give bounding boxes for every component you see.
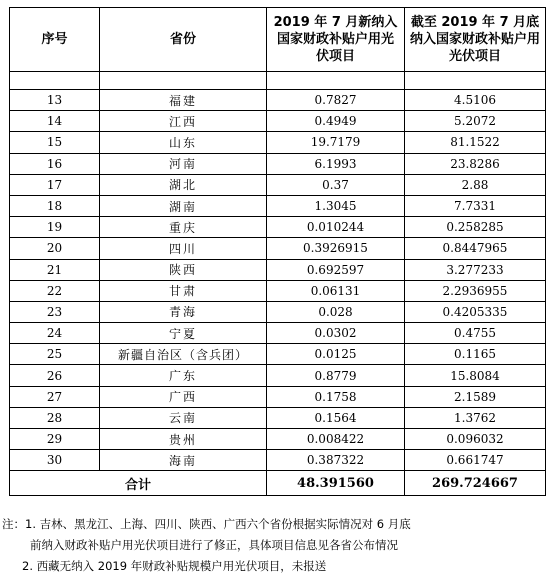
new-value-cell: 0.4949 bbox=[267, 111, 405, 132]
new-value-cell: 1.3045 bbox=[267, 195, 405, 216]
province-cell: 山东 bbox=[100, 132, 267, 153]
table-row bbox=[10, 280, 546, 301]
cum-value-cell: 7.7331 bbox=[405, 195, 546, 216]
province-cell: 云南 bbox=[100, 407, 267, 428]
cum-value-cell: 81.1522 bbox=[405, 132, 546, 153]
note-line-1: 注：1. 吉林、黑龙江、上海、四川、陕西、广西六个省份根据实际情况对 6 月底 bbox=[2, 517, 411, 531]
table-row bbox=[10, 217, 546, 238]
table-row bbox=[10, 407, 546, 428]
province-cell: 湖北 bbox=[100, 174, 267, 195]
table-row bbox=[10, 238, 546, 259]
new-value-cell: 0.387322 bbox=[267, 450, 405, 471]
cum-value-cell: 0.258285 bbox=[405, 217, 546, 238]
province-cell: 广西 bbox=[100, 386, 267, 407]
notes bbox=[2, 514, 552, 577]
seq-cell: 16 bbox=[10, 153, 100, 174]
seq-cell: 27 bbox=[10, 386, 100, 407]
seq-cell: 19 bbox=[10, 217, 100, 238]
new-value-cell: 0.0302 bbox=[267, 323, 405, 344]
new-value-cell: 0.1758 bbox=[267, 386, 405, 407]
seq-cell: 15 bbox=[10, 132, 100, 153]
cum-value-cell: 2.2936955 bbox=[405, 280, 546, 301]
blank-cell bbox=[405, 72, 546, 90]
province-cell: 贵州 bbox=[100, 429, 267, 450]
new-value-cell: 19.7179 bbox=[267, 132, 405, 153]
cum-value-cell: 0.4205335 bbox=[405, 301, 546, 322]
table-row bbox=[10, 111, 546, 132]
note-line-3: 2. 西藏无纳入 2019 年财政补贴规模户用光伏项目，未报送 bbox=[22, 559, 327, 573]
total-label: 合计 bbox=[10, 471, 267, 496]
cum-value-cell: 1.3762 bbox=[405, 407, 546, 428]
header-seq: 序号 bbox=[10, 8, 100, 72]
table-row bbox=[10, 344, 546, 365]
cum-value-cell: 0.096032 bbox=[405, 429, 546, 450]
blank-cell bbox=[100, 72, 267, 90]
new-value-cell: 0.7827 bbox=[267, 90, 405, 111]
seq-cell: 24 bbox=[10, 323, 100, 344]
header-cum-july: 截至 2019 年 7 月底纳入国家财政补贴户用光伏项目 bbox=[405, 8, 546, 72]
province-cell: 宁夏 bbox=[100, 323, 267, 344]
seq-cell: 26 bbox=[10, 365, 100, 386]
new-value-cell: 0.0125 bbox=[267, 344, 405, 365]
seq-cell: 18 bbox=[10, 195, 100, 216]
total-cum: 269.724667 bbox=[405, 471, 546, 496]
cum-value-cell: 0.1165 bbox=[405, 344, 546, 365]
cum-value-cell: 2.1589 bbox=[405, 386, 546, 407]
seq-cell: 14 bbox=[10, 111, 100, 132]
seq-cell: 29 bbox=[10, 429, 100, 450]
cum-value-cell: 15.8084 bbox=[405, 365, 546, 386]
new-value-cell: 0.37 bbox=[267, 174, 405, 195]
province-cell: 湖南 bbox=[100, 195, 267, 216]
table-row bbox=[10, 386, 546, 407]
new-value-cell: 0.692597 bbox=[267, 259, 405, 280]
table-row bbox=[10, 90, 546, 111]
cum-value-cell: 5.2072 bbox=[405, 111, 546, 132]
table-row bbox=[10, 365, 546, 386]
province-cell: 甘肃 bbox=[100, 280, 267, 301]
header-province: 省份 bbox=[100, 8, 267, 72]
new-value-cell: 0.1564 bbox=[267, 407, 405, 428]
province-cell: 陕西 bbox=[100, 259, 267, 280]
note-line-2: 前纳入财政补贴户用光伏项目进行了修正，具体项目信息见各省公布情况 bbox=[30, 538, 398, 552]
cum-value-cell: 3.277233 bbox=[405, 259, 546, 280]
subsidy-table bbox=[9, 7, 546, 496]
province-cell: 重庆 bbox=[100, 217, 267, 238]
new-value-cell: 6.1993 bbox=[267, 153, 405, 174]
seq-cell: 20 bbox=[10, 238, 100, 259]
seq-cell: 30 bbox=[10, 450, 100, 471]
province-cell: 江西 bbox=[100, 111, 267, 132]
new-value-cell: 0.008422 bbox=[267, 429, 405, 450]
table-row bbox=[10, 323, 546, 344]
cum-value-cell: 4.5106 bbox=[405, 90, 546, 111]
province-cell: 青海 bbox=[100, 301, 267, 322]
seq-cell: 17 bbox=[10, 174, 100, 195]
seq-cell: 25 bbox=[10, 344, 100, 365]
seq-cell: 13 bbox=[10, 90, 100, 111]
header-new-july: 2019 年 7 月新纳入国家财政补贴户用光伏项目 bbox=[267, 8, 405, 72]
total-row bbox=[10, 471, 546, 496]
cum-value-cell: 0.8447965 bbox=[405, 238, 546, 259]
cum-value-cell: 0.4755 bbox=[405, 323, 546, 344]
header-row bbox=[10, 8, 546, 72]
blank-cell bbox=[10, 72, 100, 90]
province-cell: 新疆自治区（含兵团） bbox=[100, 344, 267, 365]
cum-value-cell: 0.661747 bbox=[405, 450, 546, 471]
table-row bbox=[10, 301, 546, 322]
table-row bbox=[10, 429, 546, 450]
blank-row bbox=[10, 72, 546, 90]
seq-cell: 28 bbox=[10, 407, 100, 428]
new-value-cell: 0.3926915 bbox=[267, 238, 405, 259]
province-cell: 海南 bbox=[100, 450, 267, 471]
province-cell: 河南 bbox=[100, 153, 267, 174]
seq-cell: 22 bbox=[10, 280, 100, 301]
new-value-cell: 0.06131 bbox=[267, 280, 405, 301]
table-row bbox=[10, 153, 546, 174]
table-row bbox=[10, 195, 546, 216]
seq-cell: 21 bbox=[10, 259, 100, 280]
total-new: 48.391560 bbox=[267, 471, 405, 496]
new-value-cell: 0.8779 bbox=[267, 365, 405, 386]
province-cell: 福建 bbox=[100, 90, 267, 111]
blank-cell bbox=[267, 72, 405, 90]
table-row bbox=[10, 450, 546, 471]
cum-value-cell: 2.88 bbox=[405, 174, 546, 195]
new-value-cell: 0.010244 bbox=[267, 217, 405, 238]
seq-cell: 23 bbox=[10, 301, 100, 322]
new-value-cell: 0.028 bbox=[267, 301, 405, 322]
table-row bbox=[10, 259, 546, 280]
province-cell: 四川 bbox=[100, 238, 267, 259]
cum-value-cell: 23.8286 bbox=[405, 153, 546, 174]
table-row bbox=[10, 174, 546, 195]
province-cell: 广东 bbox=[100, 365, 267, 386]
table-row bbox=[10, 132, 546, 153]
